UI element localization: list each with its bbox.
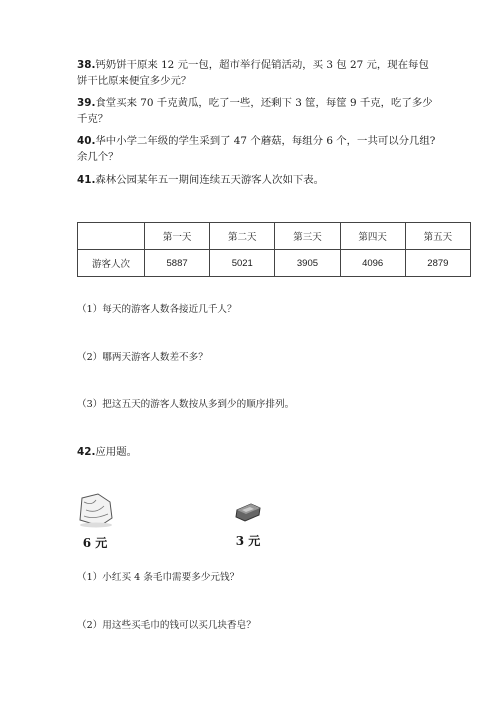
table-cell: 5021	[210, 250, 275, 277]
table-cell: 2879	[405, 250, 470, 277]
table-header-row	[78, 223, 471, 250]
q42-sub-1: （1）小红买 4 条毛巾需要多少元钱？	[77, 572, 240, 583]
q41-sub-2: （2）哪两天游客人数差不多？	[77, 352, 208, 363]
towel-price: 6 元	[82, 536, 108, 550]
question-number: 39.	[77, 97, 96, 109]
towel-icon	[74, 492, 116, 530]
soap-icon	[233, 500, 263, 524]
table-header-cell	[78, 223, 145, 250]
table-header-cell: 第三天	[275, 223, 340, 250]
question-38	[77, 58, 437, 89]
table-cell: 3905	[275, 250, 340, 277]
visitor-table	[77, 222, 471, 277]
question-number: 40.	[77, 135, 96, 147]
table-row-label: 游客人次	[78, 250, 145, 277]
question-number: 42.	[77, 446, 96, 458]
question-text: 食堂买来 70 千克黄瓜，吃了一些，还剩下 3 筐，每筐 9 千克，吃了多少千克？	[77, 97, 433, 125]
question-text: 钙奶饼干原来 12 元一包，超市举行促销活动，买 3 包 27 元，现在每包饼干比原来便宜多少元？	[77, 59, 429, 87]
table-header-cell: 第二天	[210, 223, 275, 250]
question-number: 38.	[77, 59, 96, 71]
towel-item	[70, 492, 120, 551]
table-header-cell: 第四天	[340, 223, 405, 250]
soap-price: 3 元	[235, 534, 261, 548]
soap-item	[226, 500, 270, 549]
table-header-cell: 第一天	[145, 223, 210, 250]
q41-sub-1: （1）每天的游客人数各接近几千人？	[77, 304, 237, 315]
question-text: 华中小学二年级的学生采到了 47 个蘑菇，每组分 6 个，一共可以分几组?余几个？	[77, 135, 436, 163]
table-cell: 4096	[340, 250, 405, 277]
q41-sub-3: （3）把这五天的游客人数按从多到少的顺序排列。	[77, 399, 295, 410]
q42-sub-2: （2）用这些买毛巾的钱可以买几块香皂？	[77, 620, 256, 631]
question-40	[77, 134, 437, 165]
question-text: 森林公园某年五一期间连续五天游客人次如下表。	[95, 174, 325, 186]
question-42	[77, 445, 437, 461]
table-cell: 5887	[145, 250, 210, 277]
question-39	[77, 96, 437, 127]
question-41	[77, 173, 437, 189]
table-header-cell: 第五天	[405, 223, 470, 250]
question-text: 应用题。	[95, 446, 137, 458]
table-row	[78, 250, 471, 277]
question-number: 41.	[77, 174, 96, 186]
